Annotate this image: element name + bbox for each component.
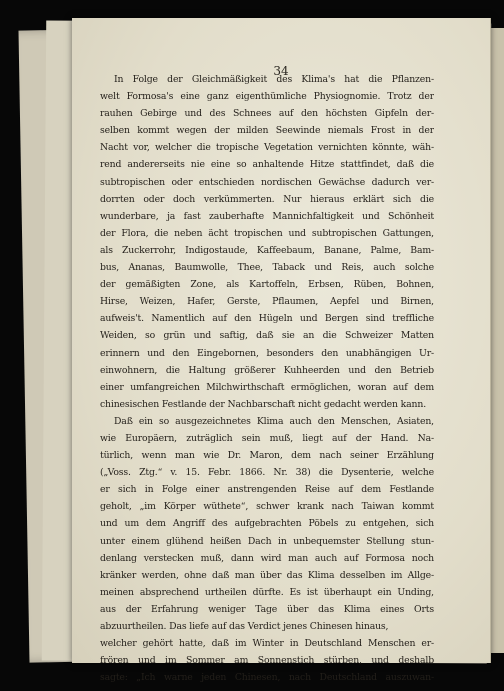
text-line: der gemäßigten Zone, als Kartoffeln, Erbsen, Rüben, Bohnen, [100,279,434,291]
text-line: Daß ein so ausgezeichnetes Klima auch den Menschen, Asiaten, [114,415,434,427]
text-line: In Folge der Gleichmäßigkeit des Klima's hat die Pflanzen- [114,74,434,85]
text-line: und um dem Angriff des aufgebrachten Pöbels zu entgehen, sich [100,518,434,530]
text-line: selben kommt wegen der milden Seewinde niemals Frost in der [100,125,434,137]
text-line: unter einem glühend heißen Dach in unbequemster Stellung stun- [100,535,434,547]
text-line: wunderbare, ja fast zauberhafte Mannichfaltigkeit und Schönheit [100,210,434,222]
text-line: sagte: „Ich warne jeden Chinesen, nach Deutschland auszuwan- [100,672,434,684]
text-line: bus, Ananas, Baumwolle, Thee, Taback und Reis, auch solche [100,262,434,274]
text-line: welcher gehört hatte, daß im Winter in Deutschland Menschen er- [100,638,434,650]
text-line: der Flora, die neben ächt tropischen und subtropischen Gattungen, [100,227,434,239]
text-line: dorrten oder doch verkümmerten. Nur hieraus erklärt sich die [100,193,434,205]
body-text [100,71,434,686]
text-line: Nacht vor, welcher die tropische Vegetation vernichten könnte, wäh- [100,142,434,154]
text-line: erinnern und den Eingebornen, besonders den unabhängigen Ur- [100,347,434,359]
text-line: welt Formosa's eine ganz eigenthümliche Physiognomie. Trotz der [100,91,434,103]
text-line: („Voss. Ztg.“ v. 15. Febr. 1866. Nr. 38) die Dysenterie, welche [100,467,434,479]
text-line: als Zuckerrohr, Indigostaude, Kaffeebaum, Banane, Palme, Bam- [100,244,434,256]
text-line: rend andererseits nie eine so anhaltende Hitze stattfindet, daß die [100,159,434,171]
text-line: wie Europäern, zuträglich sein muß, liegt auf der Hand. Na- [100,432,434,444]
text-line: abzuurtheilen. Das liefe auf das Verdict jenes Chinesen hinaus, [100,621,389,632]
text-line: geholt, „im Körper wüthete“, schwer krank nach Taiwan kommt [100,501,434,513]
text-line: denlang verstecken muß, dann wird man auch auf Formosa noch [100,552,434,564]
text-line: Weiden, so grün und saftig, daß sie an die Schweizer Matten [100,330,434,342]
text-line: subtropischen oder entschieden nordischen Gewächse dadurch ver- [100,176,434,188]
text-line: türlich, wenn man wie Dr. Maron, dem nach seiner Erzählung [100,450,434,462]
text-line: kränker werden, ohne daß man über das Klima desselben im Allge- [100,569,434,581]
text-line: aufweis't. Namentlich auf den Hügeln und Bergen sind treffliche [100,313,434,325]
text-line: frören und im Sommer am Sonnenstich stürben, und deshalb [100,655,434,667]
text-line: rauhen Gebirge und des Schnees auf den höchsten Gipfeln der- [100,108,434,120]
text-line: Hirse, Weizen, Hafer, Gerste, Pflaumen, Aepfel und Birnen, [100,296,434,308]
text-line: aus der Erfahrung weniger Tage über das Klima eines Orts [100,603,434,615]
page-number: 34 [273,64,289,78]
text-line: chinesischen Festlande der Nachbarschaft nicht gedacht werden kann. [100,398,427,410]
text-line: einer umfangreichen Milchwirthschaft ermöglichen, woran auf dem [100,381,434,393]
text-line: meinen absprechend urtheilen dürfte. Es ist überhaupt ein Unding, [100,586,434,598]
text-line: er sich in Folge einer anstrengenden Reise auf dem Festlande [100,484,434,496]
text-line: einwohnern, die Haltung größerer Kuhheerden und den Betrieb [100,364,434,376]
